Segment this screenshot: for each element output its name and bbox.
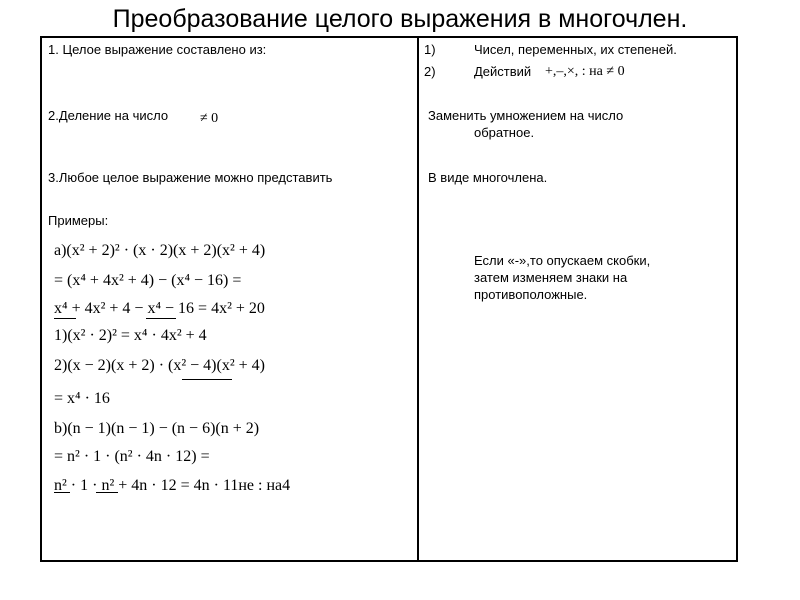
sign-note-line-2: затем изменяем знаки на <box>474 270 628 285</box>
left-item-1: 1. Целое выражение составлено из: <box>48 42 267 57</box>
underline-mark <box>96 492 118 493</box>
example-line-1: a)(x² + 2)² · (x · 2)(x + 2)(x² + 4) <box>54 242 266 259</box>
example-line-4: 1)(x² · 2)² = x⁴ · 4x² + 4 <box>54 327 207 344</box>
example-line-6: = x⁴ · 16 <box>54 390 110 407</box>
left-item-2: 2.Деление на число <box>48 108 169 123</box>
replace-line-1: Заменить умножением на число <box>428 108 624 123</box>
examples-label: Примеры: <box>48 213 109 228</box>
example-line-8: = n² · 1 · (n² · 4n · 12) = <box>54 448 210 465</box>
column-divider <box>417 36 419 562</box>
sign-note-line-1: Если «-»,то опускаем скобки, <box>474 253 651 268</box>
slide-title: Преобразование целого выражения в многочлен. <box>112 5 688 33</box>
right-list-item-2-formula: +,–,×, : нa ≠ 0 <box>545 64 625 79</box>
left-item-3: 3.Любое целое выражение можно представить <box>48 170 333 185</box>
right-list-item-1: Чисел, переменных, их степеней. <box>474 42 677 57</box>
underline-mark <box>182 379 232 380</box>
underline-mark <box>54 492 70 493</box>
polynomial-note: В виде многочлена. <box>428 170 548 185</box>
example-line-5: 2)(x − 2)(x + 2) · (x² − 4)(x² + 4) <box>54 357 265 374</box>
left-item-2-formula: ≠ 0 <box>200 111 219 126</box>
replace-line-2: обратное. <box>474 125 535 140</box>
underline-mark <box>146 318 176 319</box>
underline-mark <box>54 318 76 319</box>
right-list-number-1: 1) <box>424 42 436 57</box>
example-line-2: = (x⁴ + 4x² + 4) − (x⁴ − 16) = <box>54 272 242 289</box>
example-line-3: x⁴ + 4x² + 4 − x⁴ − 16 = 4x² + 20 <box>54 300 265 317</box>
right-list-number-2: 2) <box>424 64 436 79</box>
example-line-9: n² · 1 · n² + 4n · 12 = 4n · 11нe : нa4 <box>54 477 291 494</box>
example-line-7: b)(n − 1)(n − 1) − (n − 6)(n + 2) <box>54 420 260 437</box>
right-list-item-2: Действий <box>474 64 532 79</box>
sign-note-line-3: противоположные. <box>474 287 588 302</box>
